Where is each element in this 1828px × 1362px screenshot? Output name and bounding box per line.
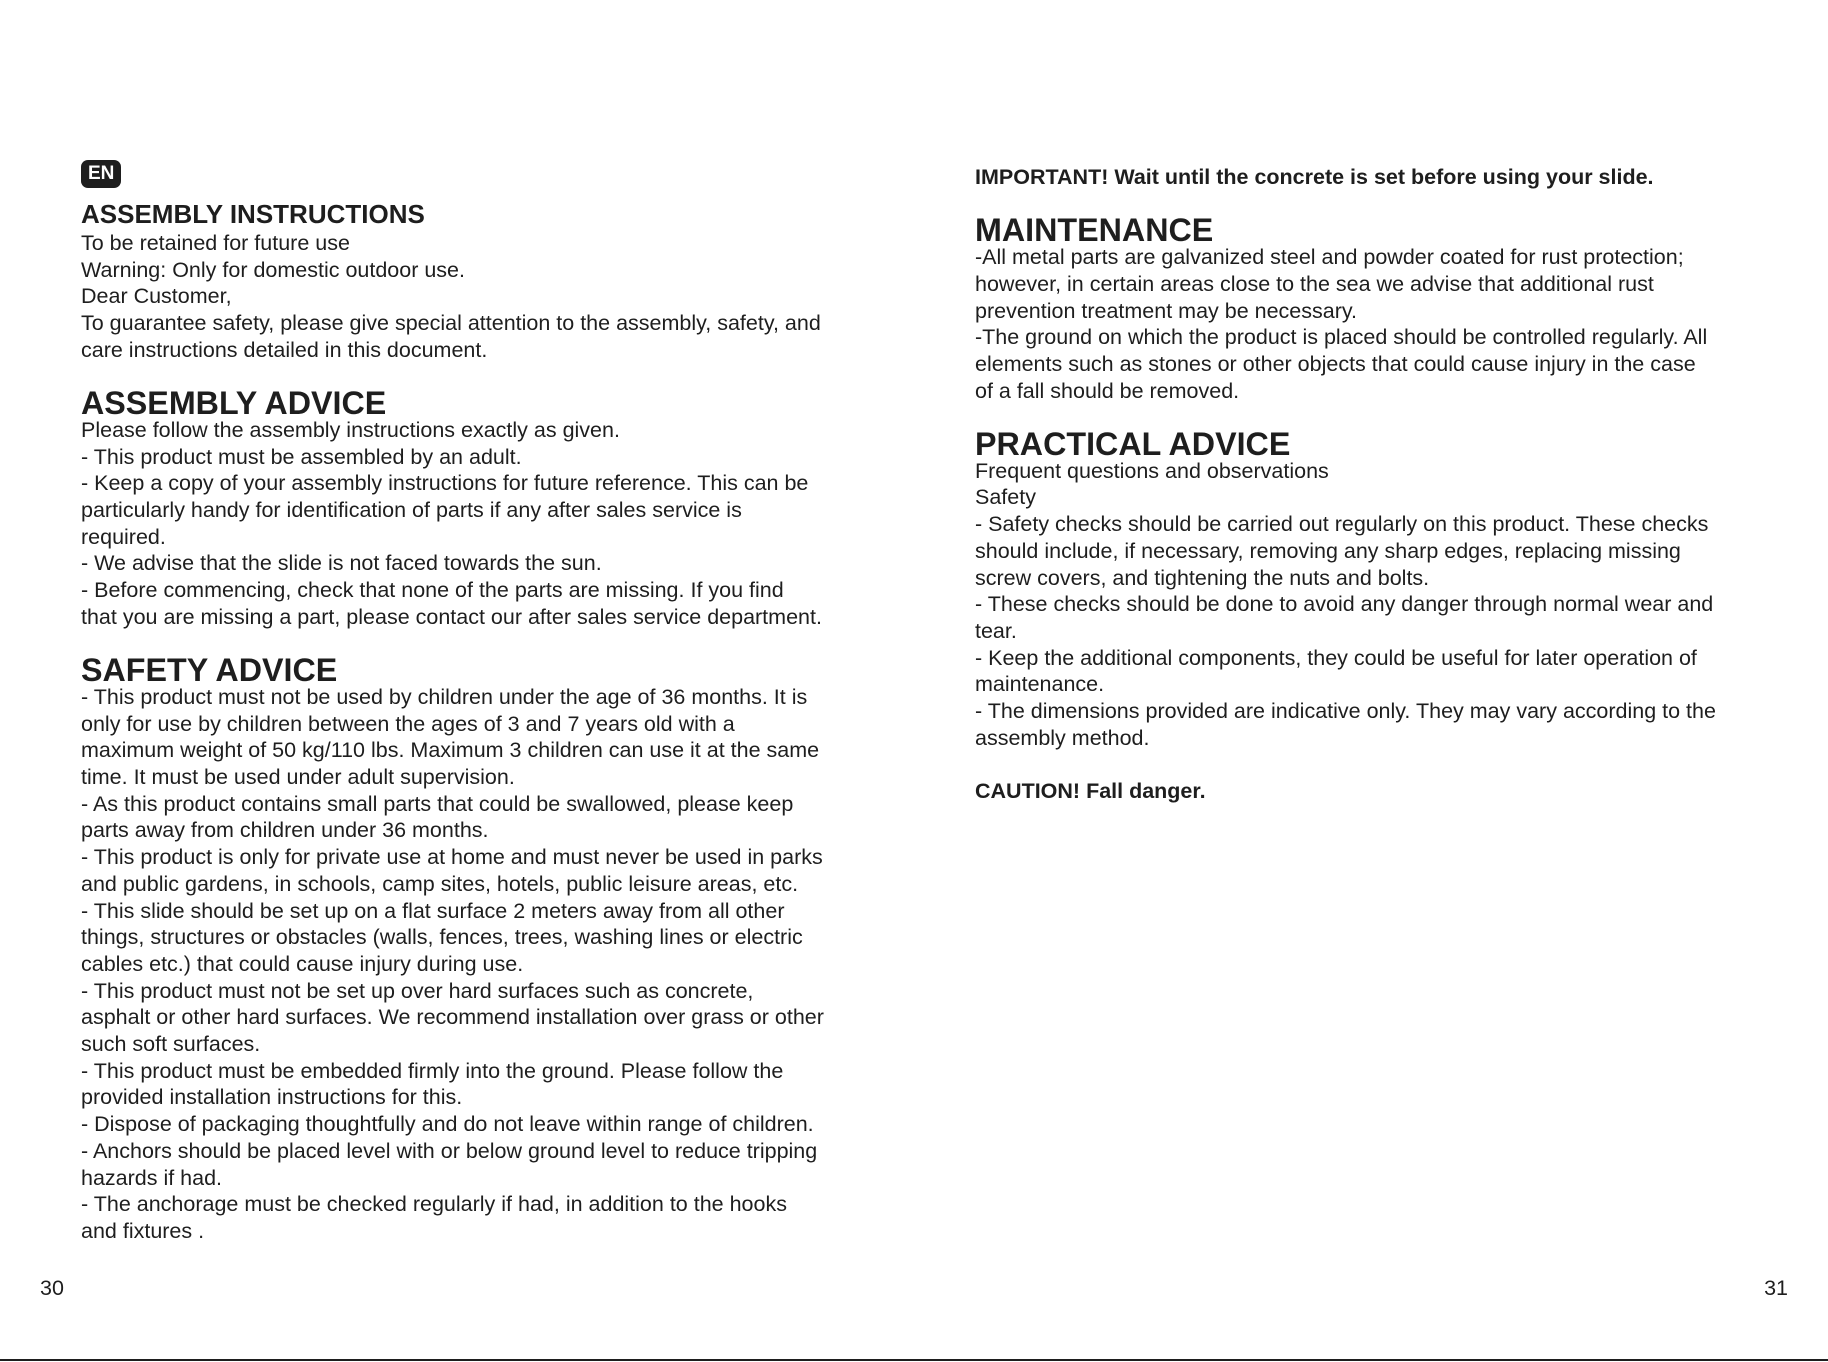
intro-line: To guarantee safety, please give special attention to the assembly, safety, and xyxy=(81,311,821,336)
practical-line: Frequent questions and observations xyxy=(975,458,1329,483)
safety-line: maximum weight of 50 kg/110 lbs. Maximum 3 children can use it at the same xyxy=(81,738,820,763)
practical-line: maintenance. xyxy=(975,672,1105,697)
practical-line: - These checks should be done to avoid any danger through normal wear and xyxy=(975,592,1714,617)
caution-notice: CAUTION! Fall danger. xyxy=(975,779,1206,804)
maintenance-text xyxy=(975,244,1765,404)
safety-line: and public gardens, in schools, camp sites, hotels, public leisure areas, etc. xyxy=(81,871,799,896)
assembly-advice-text xyxy=(81,417,861,631)
intro-line: Warning: Only for domestic outdoor use. xyxy=(81,257,465,282)
practical-line: tear. xyxy=(975,618,1017,643)
safety-line: - This product must be embedded firmly into the ground. Please follow the xyxy=(81,1058,784,1083)
maintenance-line: prevention treatment may be necessary. xyxy=(975,298,1358,323)
practical-line: - Keep the additional components, they could be useful for later operation of xyxy=(975,645,1697,670)
safety-line: - The anchorage must be checked regularly if had, in addition to the hooks xyxy=(81,1192,787,1217)
practical-line: screw covers, and tightening the nuts and bolts. xyxy=(975,565,1430,590)
safety-line: parts away from children under 36 months. xyxy=(81,818,489,843)
safety-advice-heading: SAFETY ADVICE xyxy=(81,652,338,689)
safety-line: things, structures or obstacles (walls, fences, trees, washing lines or electric xyxy=(81,925,803,950)
safety-line: - As this product contains small parts that could be swallowed, please keep xyxy=(81,791,794,816)
practical-line: - Safety checks should be carried out regularly on this product. These checks xyxy=(975,512,1709,537)
maintenance-line: however, in certain areas close to the sea we advise that additional rust xyxy=(975,271,1654,296)
safety-line: - This slide should be set up on a flat surface 2 meters away from all other xyxy=(81,898,785,923)
assembly-line: Please follow the assembly instructions exactly as given. xyxy=(81,417,620,442)
practical-line: assembly method. xyxy=(975,725,1150,750)
page-title: ASSEMBLY INSTRUCTIONS xyxy=(81,199,425,229)
safety-line: provided installation instructions for this. xyxy=(81,1085,463,1110)
important-notice: IMPORTANT! Wait until the concrete is set before using your slide. xyxy=(975,165,1654,189)
assembly-line: particularly handy for identification of parts if any after sales service is xyxy=(81,498,742,523)
page-number-left: 30 xyxy=(40,1276,64,1300)
intro-line: care instructions detailed in this document. xyxy=(81,337,488,362)
practical-line: - The dimensions provided are indicative only. They may vary according to the xyxy=(975,699,1716,724)
safety-line: - Anchors should be placed level with or below ground level to reduce tripping xyxy=(81,1138,818,1163)
practical-advice-heading: PRACTICAL ADVICE xyxy=(975,426,1291,462)
safety-line: cables etc.) that could cause injury during use. xyxy=(81,951,524,976)
safety-line: only for use by children between the ages of 3 and 7 years old with a xyxy=(81,711,735,736)
safety-advice-text xyxy=(81,684,861,1245)
assembly-line: - Keep a copy of your assembly instructions for future reference. This can be xyxy=(81,471,809,496)
assembly-line: - We advise that the slide is not faced towards the sun. xyxy=(81,551,602,576)
right-page-column xyxy=(975,164,1765,805)
left-page-column xyxy=(81,159,861,1245)
practical-line: Safety xyxy=(975,485,1036,510)
safety-line: - Dispose of packaging thoughtfully and do not leave within range of children. xyxy=(81,1112,814,1137)
safety-line: such soft surfaces. xyxy=(81,1032,261,1057)
maintenance-line: of a fall should be removed. xyxy=(975,378,1240,403)
intro-line: To be retained for future use xyxy=(81,231,350,255)
assembly-line: that you are missing a part, please contact our after sales service department. xyxy=(81,604,822,629)
safety-line: - This product must not be used by children under the age of 36 months. It is xyxy=(81,684,808,709)
maintenance-line: -The ground on which the product is placed should be controlled regularly. All xyxy=(975,325,1708,350)
intro-line: Dear Customer, xyxy=(81,284,232,309)
safety-line: time. It must be used under adult supervision. xyxy=(81,765,515,790)
maintenance-line: elements such as stones or other objects that could cause injury in the case xyxy=(975,351,1696,376)
assembly-line: required. xyxy=(81,524,166,549)
safety-line: - This product is only for private use at home and must never be used in parks xyxy=(81,845,823,870)
intro-text xyxy=(81,230,861,364)
safety-line: hazards if had. xyxy=(81,1165,223,1190)
practical-advice-text xyxy=(975,458,1765,752)
bottom-divider xyxy=(0,1359,1828,1361)
page-number-right: 31 xyxy=(1764,1276,1788,1300)
assembly-advice-heading: ASSEMBLY ADVICE xyxy=(81,385,387,422)
safety-line: and fixtures . xyxy=(81,1218,205,1243)
safety-line: asphalt or other hard surfaces. We recommend installation over grass or other xyxy=(81,1005,824,1030)
maintenance-heading: MAINTENANCE xyxy=(975,212,1214,249)
language-badge: EN xyxy=(81,160,121,188)
practical-line: should include, if necessary, removing any sharp edges, replacing missing xyxy=(975,538,1681,563)
safety-line: - This product must not be set up over hard surfaces such as concrete, xyxy=(81,978,754,1003)
maintenance-line: -All metal parts are galvanized steel and powder coated for rust protection; xyxy=(975,245,1684,270)
assembly-line: - This product must be assembled by an adult. xyxy=(81,444,522,469)
assembly-line: - Before commencing, check that none of the parts are missing. If you find xyxy=(81,578,784,603)
